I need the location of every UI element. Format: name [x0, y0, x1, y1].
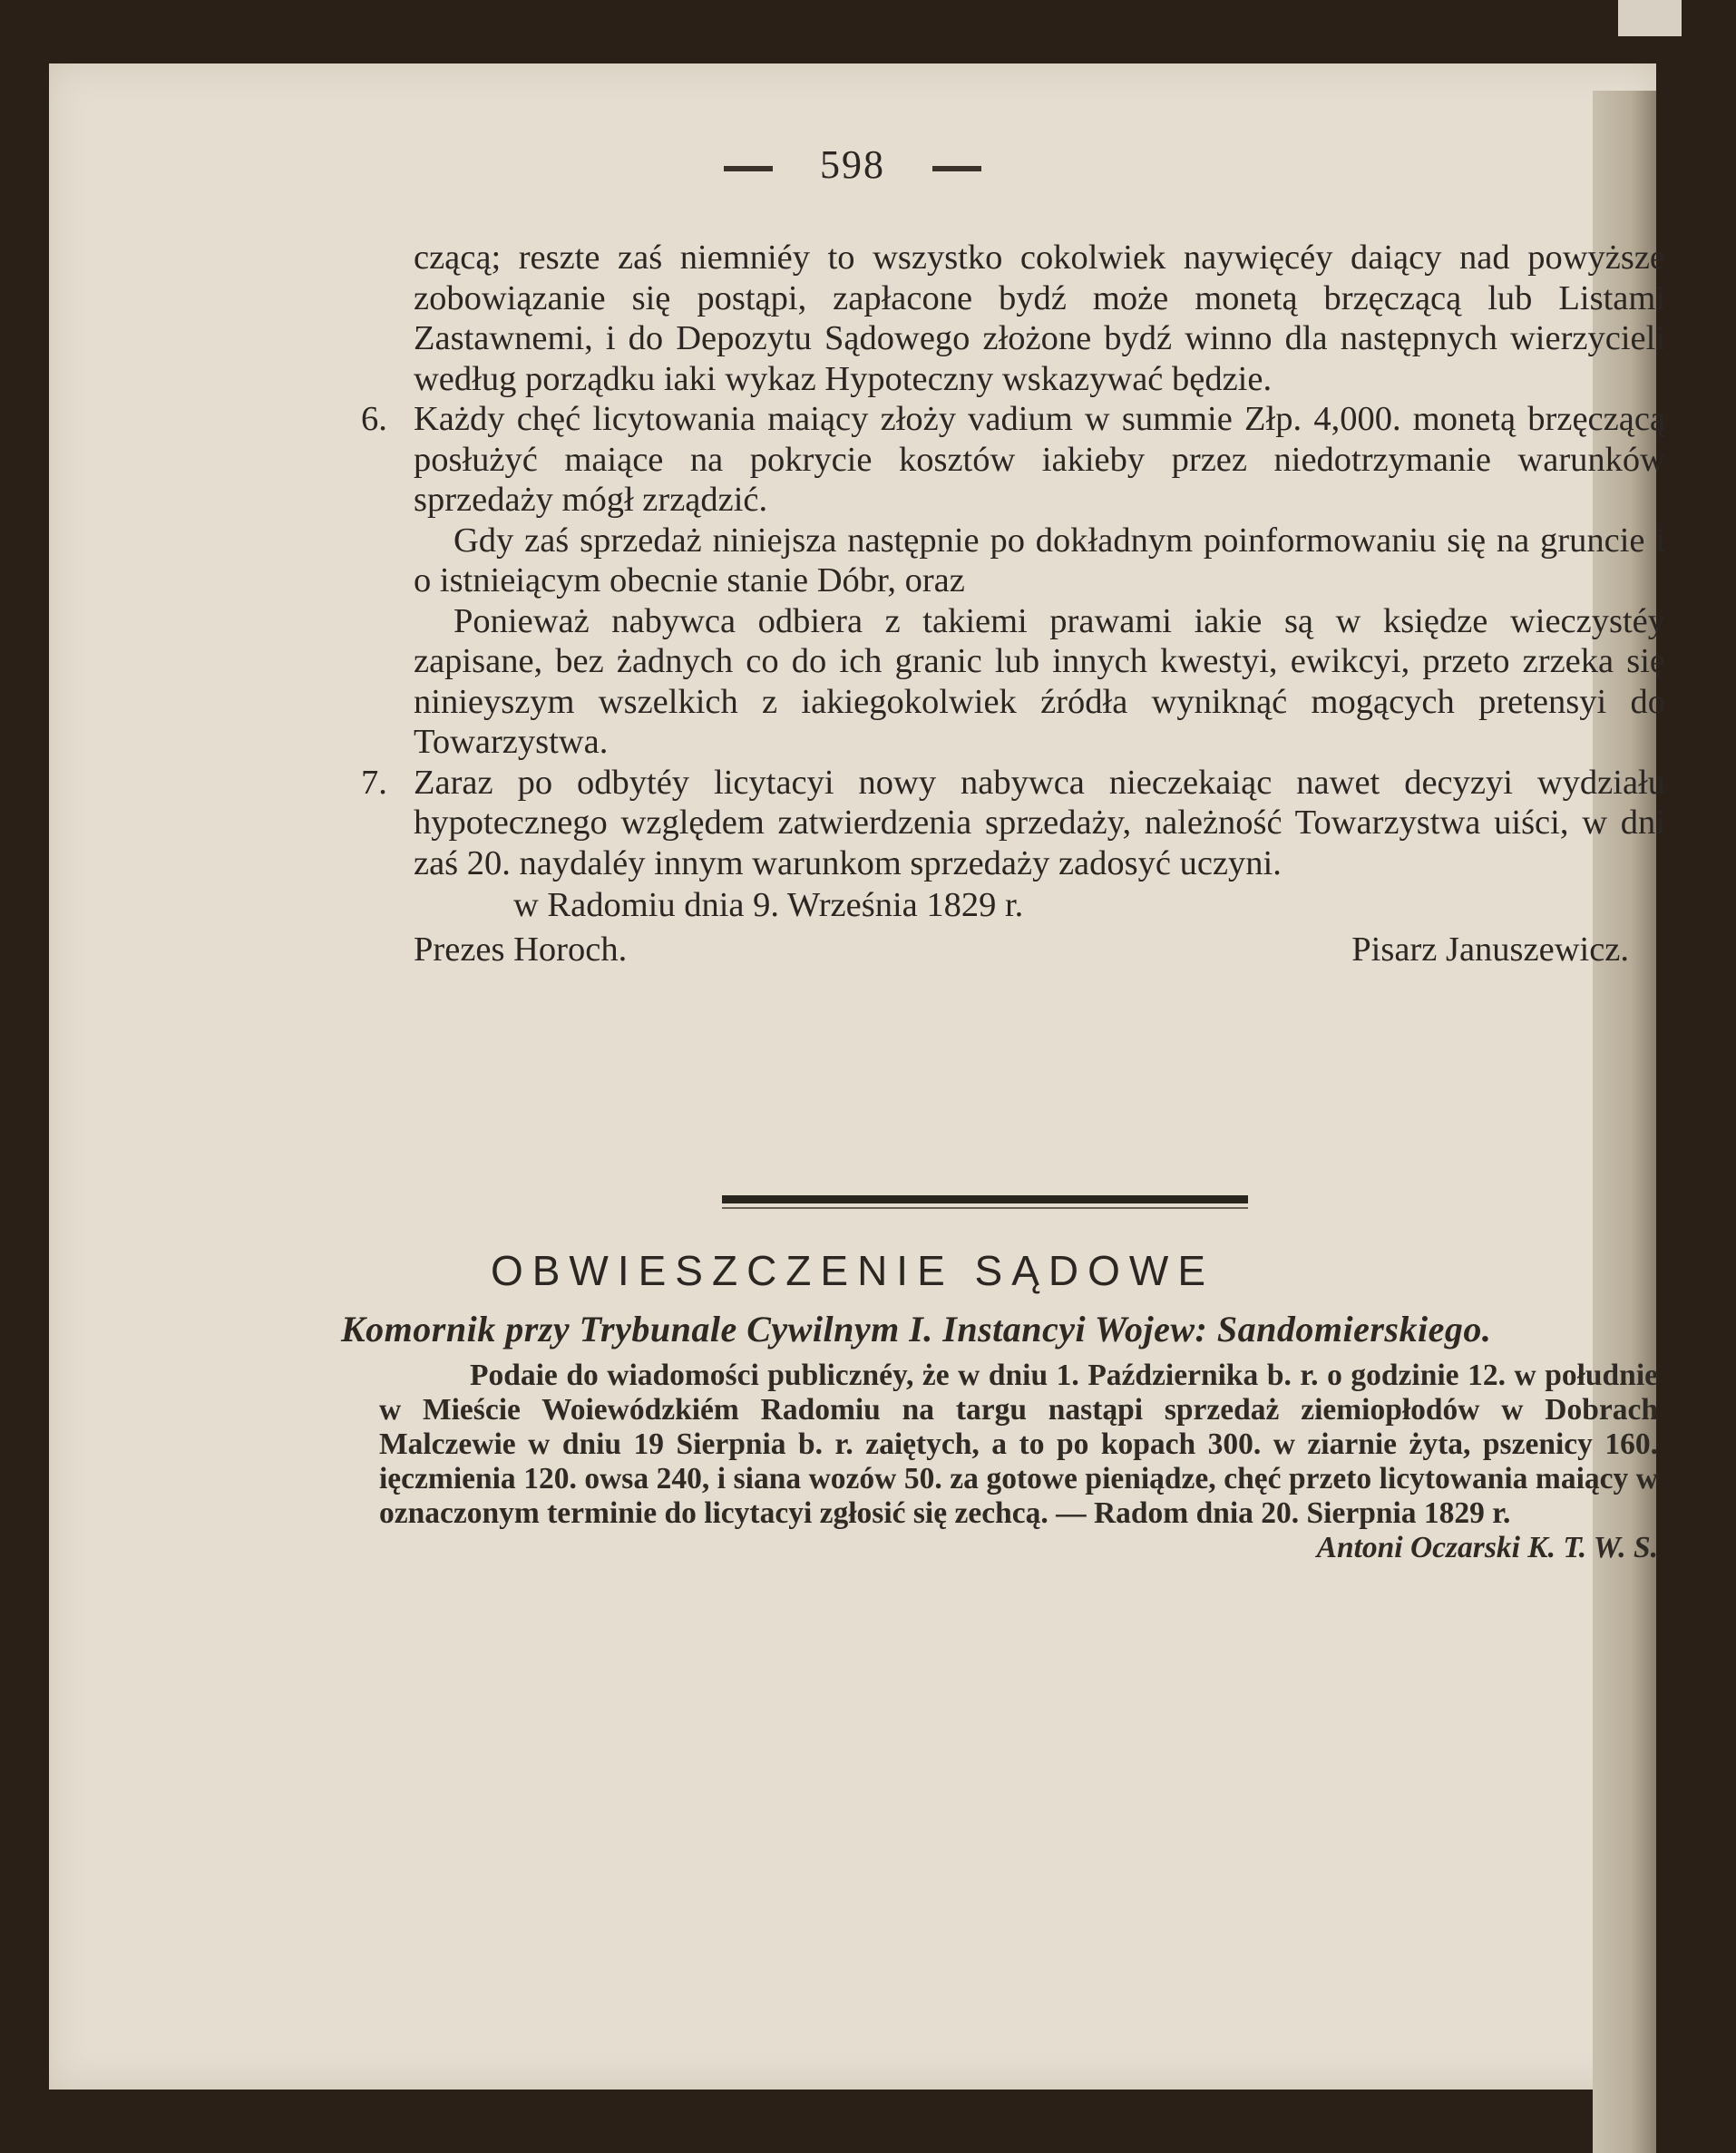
signature-president: Prezes Horoch. [414, 930, 628, 969]
header-dash-right [932, 166, 981, 171]
signature-clerk: Pisarz Januszewicz. [1351, 930, 1629, 969]
book-top-edge [1618, 0, 1682, 36]
notice-title: OBWIESZCZENIE SĄDOWE [490, 1247, 1215, 1294]
page-number: 598 [820, 142, 885, 187]
section-divider-thin [722, 1207, 1248, 1209]
decree-text [361, 238, 1665, 969]
notice-signature: Antoni Oczarski K. T. W. S. [1316, 1531, 1658, 1564]
section-divider [722, 1195, 1248, 1203]
notice-text: Podaie do wiadomości publicznéy, że w dniu 1. Października b. r. o godzinie 12. w południe w Mieście Woiewódzkiém Radomiu na targu nastąpi sprzedaż ziemiopłodów w Dobrach Malczewie w dniu 19 Sierpnia b. r. zaiętych, a to po kopach 300. w ziarnie żyta, pszenicy 160. ięczmienia 120. owsa 240, i siana wozów 50. za gotowe pieniądze, chęć przeto licytowania maiący w oznaczonym terminie do licytacyi zgłosić się zechcą. — Radom dnia 20. Sierpnia 1829 r. [379, 1359, 1658, 1530]
decree-paragraph-gdy: Gdy zaś sprzedaż niniejsza następnie po dokładnym poinformowaniu się na gruncie i o istnieiącym obecnie stanie Dóbr, oraz [414, 521, 1665, 599]
signature-row [414, 930, 1665, 970]
decree-continuation: czącą; reszte zaś niemniéy to wszystko cokolwiek naywięcéy daiący nad powyższe zobowiązanie się postąpi, zapłacone bydź może monetą brzęczącą lub Listami Zastawnemi, i do Depozytu Sądowego złożone bydź winno dla następnych wierzycieli według porządku iaki wykaz Hypoteczny wskazywać będzie. [414, 239, 1665, 398]
item-text: Zaraz po odbytéy licytacyi nowy nabywca nieczekaiąc nawet decyzyi wydziału hypotecznego względem zatwierdzenia sprzedaży, należność Towarzystwa uiści, w dni zaś 20. naydaléy innym warunkom sprzedaży zadosyć uczyni. [414, 763, 1665, 882]
item-number: 7. [361, 763, 387, 802]
item-text: Każdy chęć licytowania maiący złoży vadium w summie Złp. 4,000. monetą brzęczącą posłużyć maiące na pokrycie kosztów iakieby przez niedotrzymanie warunków sprzedaży mógł zrządzić. [414, 400, 1665, 519]
notice-subtitle: Komornik przy Trybunale Cywilnym I. Instancyi Wojew: Sandomierskiego. [341, 1309, 1492, 1349]
decree-item-6 [361, 399, 1665, 521]
book-page [49, 63, 1665, 2090]
decree-item-7 [361, 763, 1665, 884]
place-date: w Radomiu dnia 9. Września 1829 r. [513, 886, 1024, 924]
item-number: 6. [361, 400, 387, 438]
header-dash-left [724, 166, 773, 171]
decree-paragraph-poniewaz: Ponieważ nabywca odbiera z takiemi prawami iakie są w księdze wieczystéy zapisane, bez żadnych co do ich granic lub innych kwestyi, ewikcyi, przeto zrzeka się ninieyszym wszelkich z iakiegokolwiek źródła wyniknąć mogących pretensyi do Towarzystwa. [414, 601, 1665, 761]
notice-body [379, 1359, 1658, 1565]
page-header [49, 141, 1656, 188]
